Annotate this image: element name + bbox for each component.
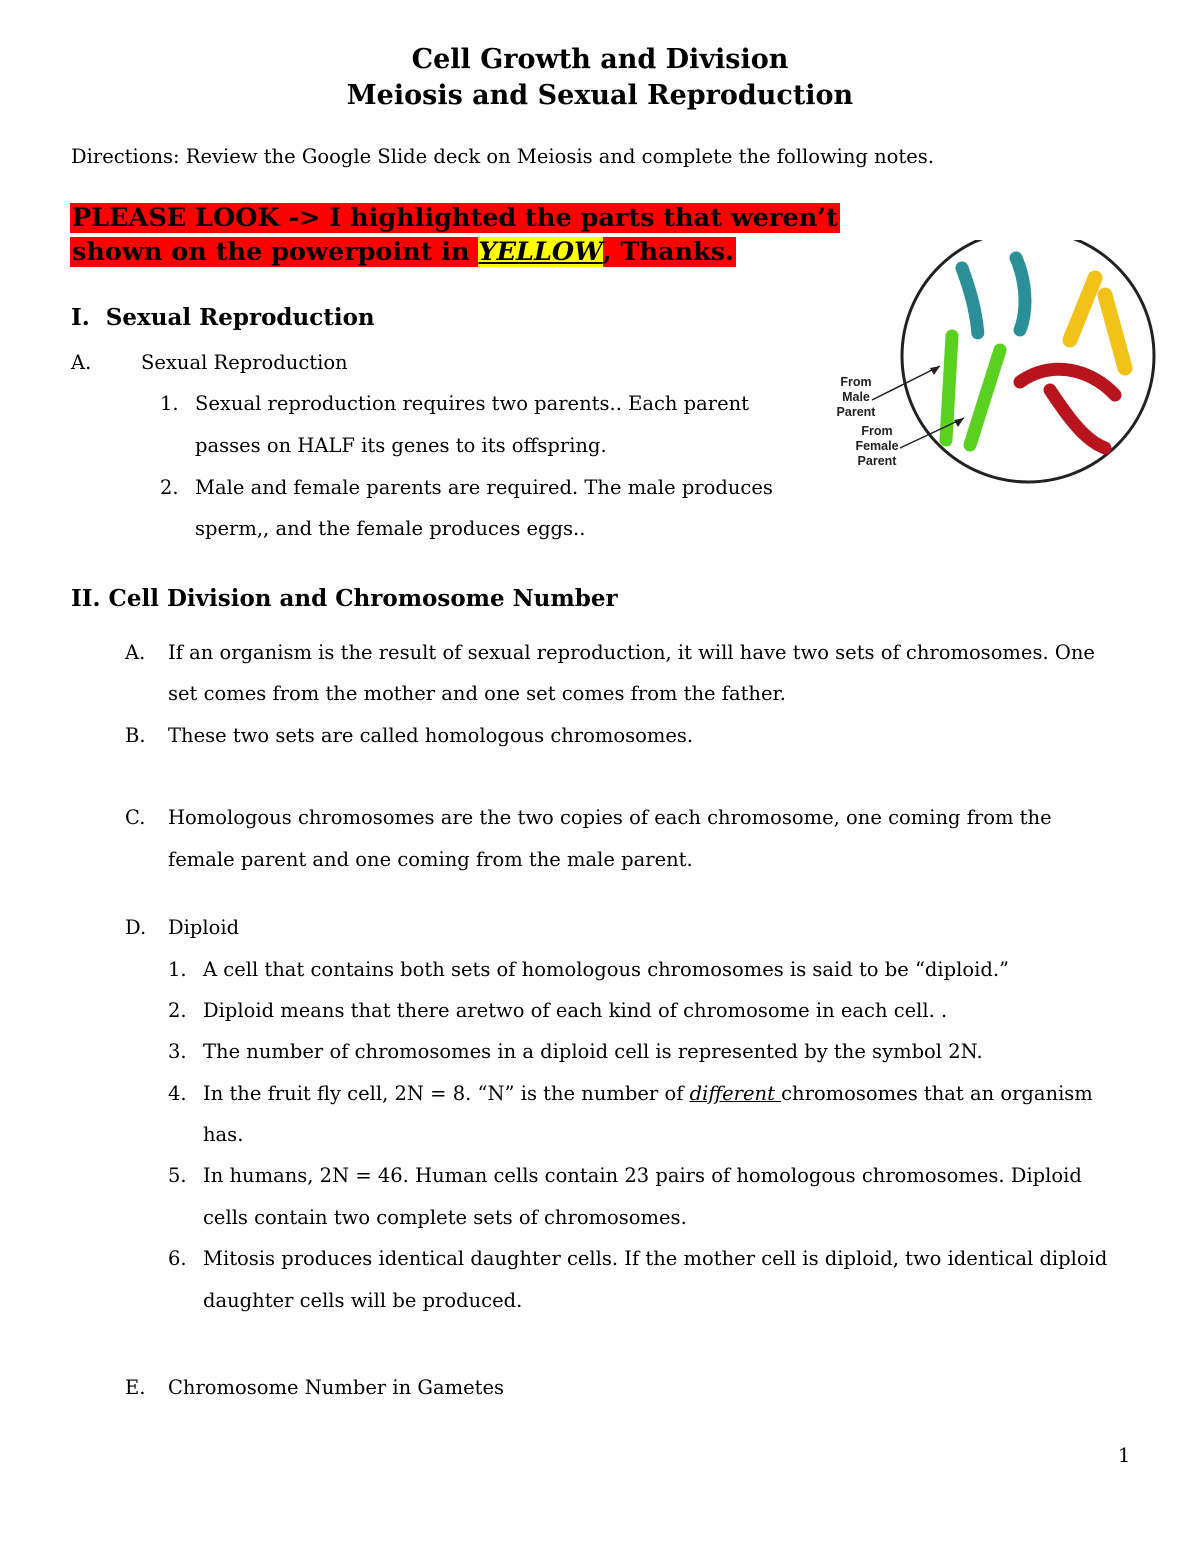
section-2-text: set comes from the mother and one set comes from the father.	[168, 682, 786, 705]
notice-line-2: shown on the powerpoint in YELLOW, Thanks.	[72, 237, 735, 267]
section-1-sub-a-letter: A.	[71, 351, 92, 374]
label-from-female-parent: From Female Parent	[855, 424, 899, 468]
section-2-letter: D.	[125, 916, 147, 939]
list-item-text: In the fruit fly cell, 2N = 8. “N” is the number of different chromosomes that an organism	[203, 1082, 1093, 1105]
list-item-text: A cell that contains both sets of homologous chromosomes is said to be “diploid.”	[203, 958, 1009, 981]
list-item-number: 5.	[168, 1164, 187, 1187]
yellow-highlight-word: YELLOW	[478, 237, 603, 267]
list-item-number: 1.	[160, 392, 179, 415]
list-item-text: Mitosis produces identical daughter cells. If the mother cell is diploid, two identical diploid	[203, 1247, 1108, 1270]
list-item-text: cells contain two complete sets of chromosomes.	[203, 1206, 687, 1229]
list-item-number: 1.	[168, 958, 187, 981]
list-item-text: daughter cells will be produced.	[203, 1289, 523, 1312]
label-from-male-parent: From Male Parent	[836, 375, 876, 419]
list-item-number: 2.	[160, 476, 179, 499]
chromosome-diagram	[820, 240, 1160, 490]
section-1-sub-a-label: Sexual Reproduction	[141, 351, 348, 374]
highlight-notice	[70, 201, 840, 269]
list-item-text: sperm,, and the female produces eggs..	[195, 517, 586, 540]
list-item-text: In humans, 2N = 46. Human cells contain 23 pairs of homologous chromosomes. Diploid	[203, 1164, 1082, 1187]
section-2-letter: B.	[125, 724, 146, 747]
gametes-label: Chromosome Number in Gametes	[168, 1376, 505, 1399]
section-2-text: These two sets are called homologous chromosomes.	[168, 724, 694, 747]
list-item-text: has.	[203, 1123, 244, 1146]
list-item-number: 4.	[168, 1082, 187, 1105]
section-2-text: female parent and one coming from the male parent.	[168, 848, 693, 871]
list-item-text: Male and female parents are required. The male produces	[195, 476, 773, 499]
list-item-text: Sexual reproduction requires two parents.. Each parent	[195, 392, 749, 415]
directions-text: Directions: Review the Google Slide deck on Meiosis and complete the following notes.	[71, 145, 934, 168]
notice-line-1: PLEASE LOOK -> I highlighted the parts that weren’t	[72, 203, 838, 233]
emphasized-word: different	[689, 1082, 782, 1105]
page-number: 1	[1118, 1444, 1131, 1467]
list-item-number: 2.	[168, 999, 187, 1022]
section-2-letter: E.	[125, 1376, 146, 1399]
section-2-letter: C.	[125, 806, 146, 829]
page-subtitle: Meiosis and Sexual Reproduction	[346, 80, 854, 111]
diploid-label: Diploid	[168, 916, 240, 939]
section-2-letter: A.	[125, 641, 146, 664]
section-2-heading: II. Cell Division and Chromosome Number	[71, 585, 618, 612]
list-item-text: The number of chromosomes in a diploid cell is represented by the symbol 2N.	[203, 1040, 983, 1063]
list-item-text: Diploid means that there aretwo of each kind of chromosome in each cell. .	[203, 999, 948, 1022]
section-2-text: If an organism is the result of sexual reproduction, it will have two sets of chromosomes. One	[168, 641, 1095, 664]
list-item-number: 3.	[168, 1040, 187, 1063]
section-2-text: Homologous chromosomes are the two copies of each chromosome, one coming from the	[168, 806, 1052, 829]
list-item-number: 6.	[168, 1247, 187, 1270]
section-1-heading: I. Sexual Reproduction	[71, 304, 375, 331]
page-title: Cell Growth and Division	[411, 44, 789, 75]
list-item-text: passes on HALF its genes to its offspring.	[195, 434, 607, 457]
